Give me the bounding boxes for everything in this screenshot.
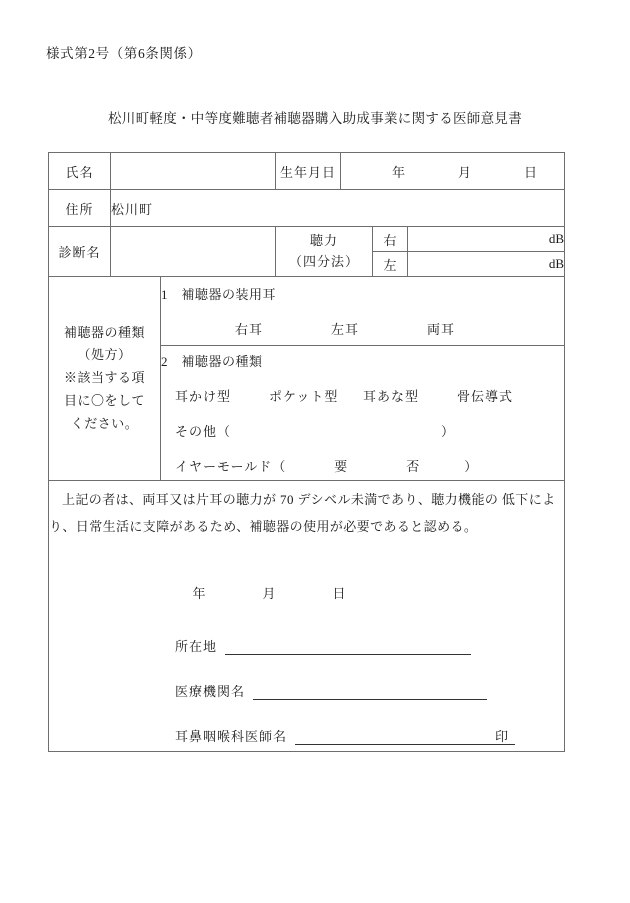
doctor-label: 耳鼻咽喉科医師名 — [175, 728, 288, 744]
right-ear-db-field[interactable] — [408, 227, 565, 252]
institution-row — [175, 681, 564, 700]
left-ear-label: 左 — [373, 252, 408, 277]
device-type-label-line2: （処方） — [77, 347, 132, 363]
table-row-name — [49, 153, 565, 190]
other-type-row — [161, 421, 564, 440]
section2-options — [161, 386, 564, 405]
signature-date-line[interactable] — [49, 583, 564, 602]
earmold-option-required[interactable]: 要 — [334, 459, 349, 474]
option-behind-the-ear[interactable]: 耳かけ型 — [175, 389, 232, 404]
dob-value-field[interactable] — [341, 153, 565, 190]
section1-cell — [161, 277, 565, 346]
table-row-diagnosis-right — [49, 227, 565, 252]
device-type-label — [49, 277, 161, 481]
right-ear-label: 右 — [373, 227, 408, 252]
diagnosis-value-field[interactable] — [111, 227, 276, 277]
dob-year-label: 年 — [391, 164, 406, 180]
device-type-label-line5: ください。 — [70, 415, 139, 431]
date-month-label: 月 — [262, 585, 277, 601]
name-value-field[interactable] — [111, 153, 276, 190]
section2-cell — [161, 346, 565, 481]
form-number: 様式第2号（第6条関係） — [46, 46, 202, 61]
earmold-close-paren: ） — [464, 459, 479, 474]
institution-label: 医療機関名 — [175, 683, 246, 699]
earmold-label: イヤーモールド（ — [175, 459, 287, 474]
doctor-input-line[interactable] — [295, 730, 493, 745]
other-type-input[interactable] — [235, 421, 441, 440]
device-type-label-line3: ※該当する項 — [63, 370, 145, 386]
address-value-field[interactable]: 松川町 — [111, 190, 565, 227]
option-pocket-type[interactable]: ポケット型 — [269, 389, 339, 404]
statement-text: 上記の者は、両耳又は片耳の聴力が 70 デシベル未満であり、聴力機能の 低下により、日常生活に支障があるため、補聴器の使用が必要であると認める。 — [49, 492, 556, 534]
date-day-label: 日 — [332, 585, 347, 601]
option-in-the-ear[interactable]: 耳あな型 — [363, 389, 420, 404]
seal-mark: 印 — [493, 730, 515, 745]
date-year-label: 年 — [192, 585, 207, 601]
option-both-ears[interactable]: 両耳 — [427, 322, 456, 337]
name-label: 氏名 — [49, 153, 111, 190]
address-label: 住所 — [49, 190, 111, 227]
earmold-row — [161, 456, 564, 475]
option-left-ear[interactable]: 左耳 — [331, 322, 360, 337]
diagnosis-label: 診断名 — [49, 227, 111, 277]
table-row-device-section1 — [49, 277, 565, 346]
dob-month-label: 月 — [458, 164, 473, 180]
signature-block — [49, 636, 564, 745]
hearing-level-label-line1: 聴力 — [309, 233, 338, 249]
option-bone-conduction[interactable]: 骨伝導式 — [457, 389, 514, 404]
location-label: 所在地 — [175, 638, 218, 654]
device-type-label-line4: 目に〇をして — [63, 392, 145, 408]
left-ear-db-field[interactable] — [408, 252, 565, 277]
device-type-label-line1: 補聴器の種類 — [63, 324, 145, 340]
statement-cell — [49, 481, 565, 752]
other-type-label: その他（ — [175, 424, 232, 439]
hearing-level-label-line2: （四分法） — [288, 253, 359, 269]
table-row-statement — [49, 481, 565, 752]
right-ear-db-unit: dB — [548, 231, 565, 246]
other-type-close-paren: ） — [441, 424, 456, 439]
option-right-ear[interactable]: 右耳 — [235, 322, 264, 337]
section1-options — [161, 319, 564, 338]
document-title: 松川町軽度・中等度難聴者補聴器購入助成事業に関する医師意見書 — [108, 111, 522, 126]
section2-title: 2 補聴器の種類 — [161, 354, 263, 369]
section1-title: 1 補聴器の装用耳 — [161, 287, 277, 302]
location-row — [175, 636, 564, 655]
dob-day-label: 日 — [524, 164, 539, 180]
hearing-level-label — [276, 227, 373, 277]
dob-label: 生年月日 — [276, 153, 341, 190]
left-ear-db-unit: dB — [548, 256, 565, 271]
doctor-row — [175, 726, 564, 745]
location-input-line[interactable] — [225, 640, 471, 655]
earmold-option-not-required[interactable]: 否 — [406, 459, 421, 474]
medical-opinion-form-table — [48, 152, 565, 752]
institution-input-line[interactable] — [253, 685, 487, 700]
table-row-address — [49, 190, 565, 227]
